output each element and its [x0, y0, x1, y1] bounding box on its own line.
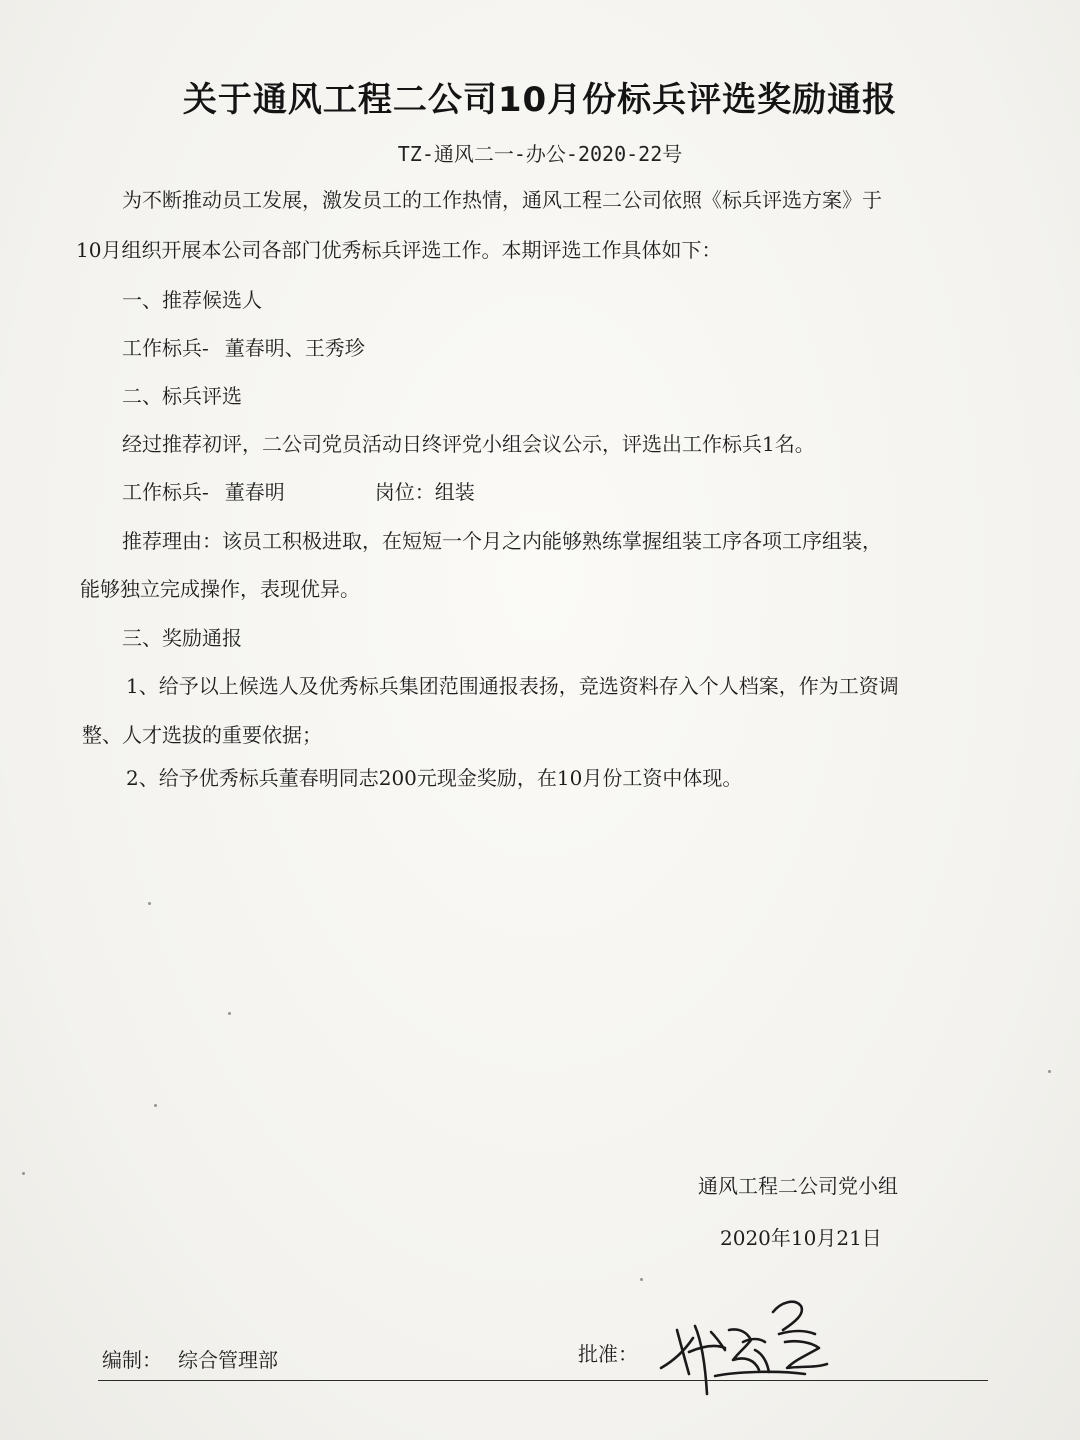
section2-label: 工作标兵- — [122, 480, 209, 504]
section1-candidates: 董春明、王秀珍 — [224, 336, 365, 360]
handwritten-signature — [655, 1290, 845, 1400]
section3-item1-line-2: 整、人才选拔的重要依据； — [82, 723, 322, 747]
scan-speck — [640, 1278, 643, 1281]
issuer: 通风工程二公司党小组 — [698, 1174, 898, 1198]
prepared-by-row — [102, 1346, 278, 1374]
section2-reason-line-2: 能够独立完成操作，表现优异。 — [80, 577, 360, 601]
issue-date: 2020年10月21日 — [720, 1226, 882, 1250]
section1-candidates-row — [122, 334, 365, 362]
section3-item1-line-1: 1、给予以上候选人及优秀标兵集团范围通报表扬，竞选资料存入个人档案，作为工资调 — [126, 674, 899, 698]
section3-heading: 三、奖励通报 — [122, 626, 242, 650]
section2-winner-row — [122, 478, 475, 506]
section1-label: 工作标兵- — [122, 336, 209, 360]
section3-item2: 2、给予优秀标兵董春明同志200元现金奖励，在10月份工资中体现。 — [126, 766, 743, 790]
prepared-by-value: 综合管理部 — [178, 1348, 278, 1372]
scan-speck — [1048, 1070, 1051, 1073]
section1-heading: 一、推荐候选人 — [122, 288, 262, 312]
scan-speck — [22, 1172, 25, 1175]
section2-reason-line-1: 推荐理由：该员工积极进取，在短短一个月之内能够熟练掌握组装工序各项工序组装， — [122, 529, 882, 553]
approved-by-label: 批准： — [578, 1342, 638, 1366]
scan-speck — [148, 902, 151, 905]
scan-speck — [228, 1012, 231, 1015]
scan-speck — [154, 1104, 157, 1107]
prepared-by-label: 编制： — [102, 1348, 162, 1372]
section2-process: 经过推荐初评，二公司党员活动日终评党小组会议公示，评选出工作标兵1名。 — [122, 432, 815, 456]
footer-rule — [98, 1380, 988, 1381]
section2-heading: 二、标兵评选 — [122, 384, 242, 408]
document-title: 关于通风工程二公司10月份标兵评选奖励通报 — [182, 80, 898, 120]
section2-position: 岗位：组装 — [374, 480, 475, 504]
intro-line-2: 10月组织开展本公司各部门优秀标兵评选工作。本期评选工作具体如下： — [76, 238, 722, 262]
intro-line-1: 为不断推动员工发展，激发员工的工作热情，通风工程二公司依照《标兵评选方案》于 — [122, 188, 882, 212]
document-number: TZ-通风二一-办公-2020-22号 — [397, 142, 683, 166]
section2-winner: 董春明 — [224, 480, 285, 504]
